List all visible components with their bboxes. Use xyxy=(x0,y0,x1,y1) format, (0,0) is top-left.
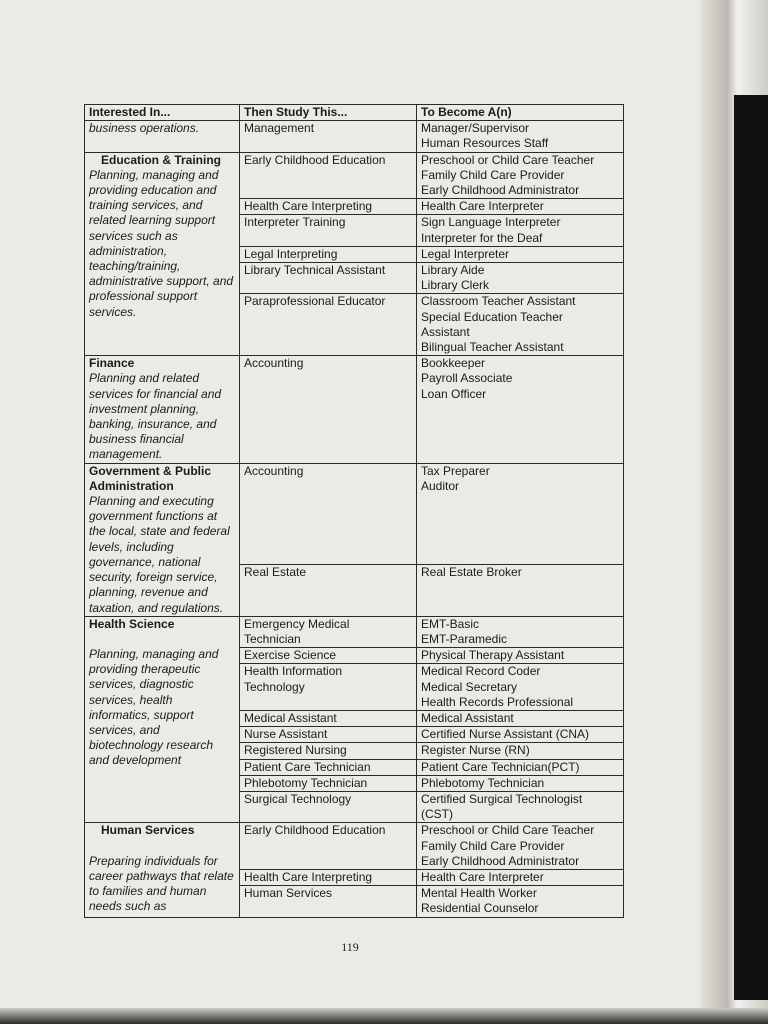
career-name: Early Childhood Administrator xyxy=(421,183,580,198)
cluster-description: Planning, managing and providing therapeutic services, diagnostic services, health informatics, support services, and biotechnology research and development xyxy=(89,646,219,768)
career-cell xyxy=(417,199,624,215)
program-name: Technology xyxy=(244,679,305,694)
career-name: Family Child Care Provider xyxy=(421,167,565,182)
study-cell xyxy=(240,246,417,262)
career-name: Medical Assistant xyxy=(421,710,514,725)
study-cell xyxy=(240,710,417,726)
program-name: Early Childhood Education xyxy=(244,823,386,838)
study-cell xyxy=(240,648,417,664)
study-cell xyxy=(240,759,417,775)
career-name: Sign Language Interpreter xyxy=(421,215,561,230)
career-cell xyxy=(417,823,624,870)
career-cell xyxy=(417,648,624,664)
career-name: Family Child Care Provider xyxy=(421,838,565,853)
cluster-description: Preparing individuals for career pathways that relate to families and human needs such as xyxy=(89,853,234,914)
career-name: Preschool or Child Care Teacher xyxy=(421,823,595,838)
career-cell xyxy=(417,791,624,822)
cluster-cell xyxy=(85,356,240,463)
study-cell xyxy=(240,869,417,885)
career-name: Payroll Associate xyxy=(421,371,513,386)
career-cell xyxy=(417,775,624,791)
program-name: Surgical Technology xyxy=(244,791,352,806)
career-name: EMT-Paramedic xyxy=(421,631,508,646)
career-name: Loan Officer xyxy=(421,386,487,401)
study-cell xyxy=(240,215,417,246)
career-name: EMT-Basic xyxy=(421,616,480,631)
program-name: Interpreter Training xyxy=(244,215,346,230)
program-name: Accounting xyxy=(244,356,304,371)
career-name: Assistant xyxy=(421,324,470,339)
program-name: Library Technical Assistant xyxy=(244,263,386,278)
program-name: Real Estate xyxy=(244,564,307,579)
cluster-title: Health Science xyxy=(89,616,175,631)
table-row xyxy=(85,356,624,463)
career-cell xyxy=(417,869,624,885)
career-name: Tax Preparer xyxy=(421,463,490,478)
career-name: Library Clerk xyxy=(421,278,490,293)
career-cell xyxy=(417,564,624,616)
study-cell xyxy=(240,356,417,463)
study-cell xyxy=(240,199,417,215)
career-name: Library Aide xyxy=(421,263,485,278)
career-name: Health Records Professional xyxy=(421,694,574,709)
table-row xyxy=(85,616,624,647)
program-name: Human Services xyxy=(244,886,333,901)
career-name: Health Care Interpreter xyxy=(421,869,544,884)
cluster-description: Planning and related services for financial and investment planning, banking, insurance, and business financial management. xyxy=(89,371,222,462)
table-row xyxy=(85,152,624,199)
career-cell xyxy=(417,727,624,743)
career-name: Medical Record Coder xyxy=(421,664,541,679)
study-cell xyxy=(240,616,417,647)
career-name: Bilingual Teacher Assistant xyxy=(421,340,564,355)
study-cell xyxy=(240,823,417,870)
header-then-study-this: Then Study This... xyxy=(240,105,417,121)
table-header-row xyxy=(85,105,624,121)
study-cell xyxy=(240,463,417,564)
career-name: Interpreter for the Deaf xyxy=(421,230,543,245)
program-name: Technician xyxy=(244,631,301,646)
program-name: Legal Interpreting xyxy=(244,246,338,261)
study-cell xyxy=(240,886,417,917)
cluster-title: Human Services xyxy=(101,823,195,838)
program-name: Exercise Science xyxy=(244,648,337,663)
program-name: Health Care Interpreting xyxy=(244,199,373,214)
cluster-cell xyxy=(85,616,240,823)
career-cell xyxy=(417,710,624,726)
career-cell xyxy=(417,215,624,246)
career-name: Phlebotomy Technician xyxy=(421,775,545,790)
program-name: Management xyxy=(244,121,315,136)
career-name: Certified Surgical Technologist xyxy=(421,791,583,806)
career-name: Real Estate Broker xyxy=(421,564,522,579)
cluster-cell xyxy=(85,152,240,356)
career-name: Health Care Interpreter xyxy=(421,199,544,214)
program-name: Health Information xyxy=(244,664,343,679)
career-name: Preschool or Child Care Teacher xyxy=(421,152,595,167)
study-cell xyxy=(240,727,417,743)
career-cell xyxy=(417,152,624,199)
header-interested-in: Interested In... xyxy=(85,105,240,121)
study-cell xyxy=(240,791,417,822)
table-row xyxy=(85,463,624,564)
career-name: (CST) xyxy=(421,807,453,822)
career-name: Legal Interpreter xyxy=(421,246,510,261)
program-name: Early Childhood Education xyxy=(244,152,386,167)
cluster-title: Finance xyxy=(89,356,135,371)
program-name: Medical Assistant xyxy=(244,710,337,725)
career-cell xyxy=(417,463,624,564)
program-name: Phlebotomy Technician xyxy=(244,775,368,790)
career-cell xyxy=(417,616,624,647)
career-name: Medical Secretary xyxy=(421,679,518,694)
career-cell xyxy=(417,246,624,262)
table-row xyxy=(85,823,624,870)
study-cell xyxy=(240,743,417,759)
career-name: Register Nurse (RN) xyxy=(421,743,530,758)
scan-shadow-band xyxy=(734,95,768,1000)
career-name: Classroom Teacher Assistant xyxy=(421,294,576,309)
career-name: Special Education Teacher xyxy=(421,309,563,324)
study-cell xyxy=(240,664,417,711)
career-name: Manager/Supervisor xyxy=(421,121,530,136)
career-name: Bookkeeper xyxy=(421,356,486,371)
study-cell xyxy=(240,152,417,199)
career-cell xyxy=(417,356,624,463)
cluster-description: business operations. xyxy=(89,121,200,136)
study-cell xyxy=(240,294,417,356)
career-name: Residential Counselor xyxy=(421,901,539,916)
study-cell xyxy=(240,775,417,791)
career-name: Physical Therapy Assistant xyxy=(421,648,565,663)
career-pathways-table xyxy=(84,104,624,918)
study-cell xyxy=(240,564,417,616)
table-row xyxy=(85,121,624,152)
career-cell xyxy=(417,664,624,711)
header-to-become: To Become A(n) xyxy=(417,105,624,121)
program-name: Registered Nursing xyxy=(244,743,347,758)
program-name: Patient Care Technician xyxy=(244,759,371,774)
program-name: Health Care Interpreting xyxy=(244,869,373,884)
career-name: Certified Nurse Assistant (CNA) xyxy=(421,727,590,742)
career-cell xyxy=(417,886,624,917)
career-cell xyxy=(417,294,624,356)
career-cell xyxy=(417,759,624,775)
career-name: Mental Health Worker xyxy=(421,886,537,901)
program-name: Nurse Assistant xyxy=(244,727,328,742)
cluster-cell xyxy=(85,121,240,152)
career-cell xyxy=(417,743,624,759)
cluster-cell xyxy=(85,463,240,616)
career-name: Early Childhood Administrator xyxy=(421,853,580,868)
study-cell xyxy=(240,263,417,294)
career-cell xyxy=(417,263,624,294)
cluster-cell xyxy=(85,823,240,917)
study-cell xyxy=(240,121,417,152)
career-cell xyxy=(417,121,624,152)
cluster-description: Planning, managing and providing education and training services, and related learning support services such as administration, teaching/training, administrative support, and professional support services. xyxy=(89,167,234,319)
program-name: Accounting xyxy=(244,463,304,478)
career-name: Patient Care Technician(PCT) xyxy=(421,759,580,774)
cluster-description: Planning and executing government functions at the local, state and federal levels, including governance, national security, foreign service, planning, revenue and taxation, and regulations. xyxy=(89,494,230,615)
program-name: Emergency Medical xyxy=(244,616,350,631)
scan-bottom-shadow xyxy=(0,1008,768,1024)
program-name: Paraprofessional Educator xyxy=(244,294,386,309)
cluster-title: Education & Training xyxy=(101,152,222,167)
career-name: Human Resources Staff xyxy=(421,136,549,151)
cluster-title: Government & Public Administration xyxy=(89,463,212,493)
career-name: Auditor xyxy=(421,478,460,493)
page-number: 119 xyxy=(341,940,359,954)
